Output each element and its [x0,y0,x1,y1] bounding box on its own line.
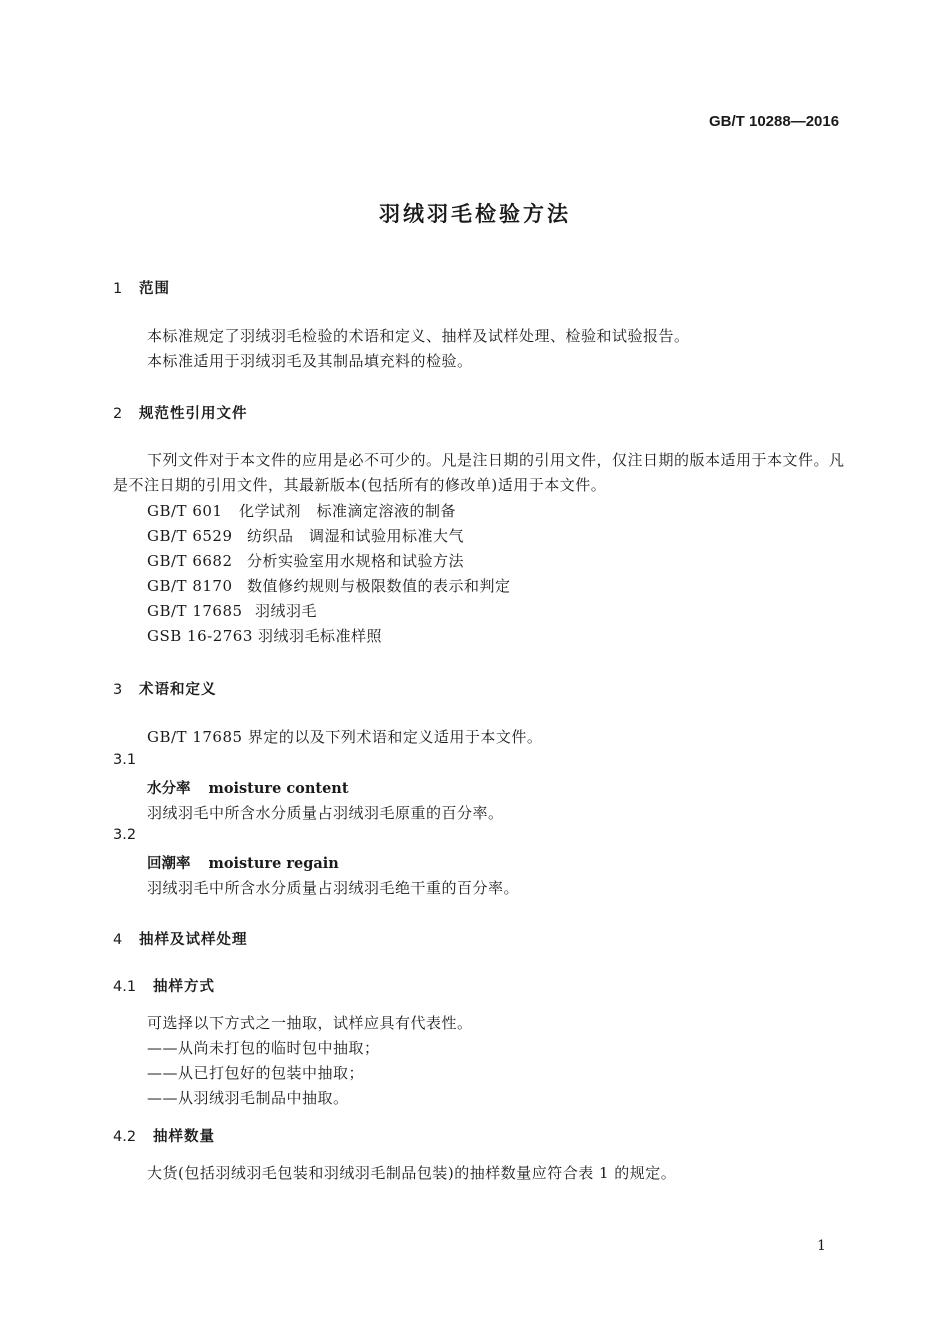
subsection-4-2-heading [113,1125,215,1146]
reference-name: 纺织品 调湿和试验用标准大气 [247,527,465,545]
section-title: 术语和定义 [139,682,217,698]
paragraph: 本标准适用于羽绒羽毛及其制品填充料的检验。 [147,352,473,370]
list-item: ——从已打包好的包装中抽取； [147,1064,365,1082]
paragraph: 可选择以下方式之一抽取，试样应具有代表性。 [147,1014,473,1032]
section-number: 1 [113,281,124,297]
term-number: 3.2 [113,827,137,843]
subsection-title: 抽样方式 [153,979,215,995]
paragraph: 下列文件对于本文件的应用是必不可少的。凡是注日期的引用文件，仅注日期的版本适用于本文件。凡是不注日期的引用文件，其最新版本(包括所有的修改单)适用于本文件。 [113,451,845,494]
section-number: 2 [113,406,124,422]
term-heading [147,852,339,873]
reference-item [147,625,382,646]
subsection-title: 抽样数量 [153,1129,215,1145]
reference-code: GB/T 6682 [147,552,233,570]
section-2-heading [113,402,248,423]
section-1-heading [113,277,170,298]
page-number: 1 [817,1238,826,1254]
paragraph: 大货(包括羽绒羽毛包装和羽绒羽毛制品包装)的抽样数量应符合表 1 的规定。 [147,1164,677,1182]
reference-item [147,500,456,521]
term-en: moisture content [208,780,349,797]
reference-item [147,575,511,596]
section-number: 3 [113,682,124,698]
reference-code: GB/T 8170 [147,577,233,595]
reference-name: 分析实验室用水规格和试验方法 [247,552,465,570]
reference-name: 化学试剂 标准滴定溶液的制备 [239,502,457,520]
term-zh: 水分率 [147,781,191,797]
reference-item [147,550,464,571]
paragraph: GB/T 17685 界定的以及下列术语和定义适用于本文件。 [147,728,543,746]
term-number: 3.1 [113,752,137,768]
reference-code: GB/T 17685 [147,602,243,620]
section-title: 抽样及试样处理 [139,932,248,948]
reference-code: GSB 16-2763 [147,627,253,645]
reference-item [147,525,464,546]
section-4-heading [113,928,248,949]
section-number: 4 [113,932,124,948]
reference-item [147,600,317,621]
term-zh: 回潮率 [147,856,191,872]
list-item: ——从尚未打包的临时包中抽取； [147,1039,380,1057]
term-definition: 羽绒羽毛中所含水分质量占羽绒羽毛绝干重的百分率。 [147,879,520,897]
reference-name: 数值修约规则与极限数值的表示和判定 [247,577,511,595]
list-item: ——从羽绒羽毛制品中抽取。 [147,1089,349,1107]
reference-code: GB/T 6529 [147,527,233,545]
subsection-number: 4.2 [113,1129,137,1145]
reference-name: 羽绒羽毛标准样照 [258,627,383,645]
reference-code: GB/T 601 [147,502,223,520]
standard-code: GB/T 10288—2016 [709,113,840,130]
section-title: 范围 [139,281,170,297]
subsection-number: 4.1 [113,979,137,995]
paragraph: 本标准规定了羽绒羽毛检验的术语和定义、抽样及试样处理、检验和试验报告。 [147,327,690,345]
term-definition: 羽绒羽毛中所含水分质量占羽绒羽毛原重的百分率。 [147,804,504,822]
term-en: moisture regain [208,855,339,872]
subsection-4-1-heading [113,975,215,996]
section-3-heading [113,678,217,699]
document-title: 羽绒羽毛检验方法 [379,202,571,226]
reference-name: 羽绒羽毛 [255,602,318,620]
term-heading [147,777,349,798]
section-title: 规范性引用文件 [139,406,248,422]
